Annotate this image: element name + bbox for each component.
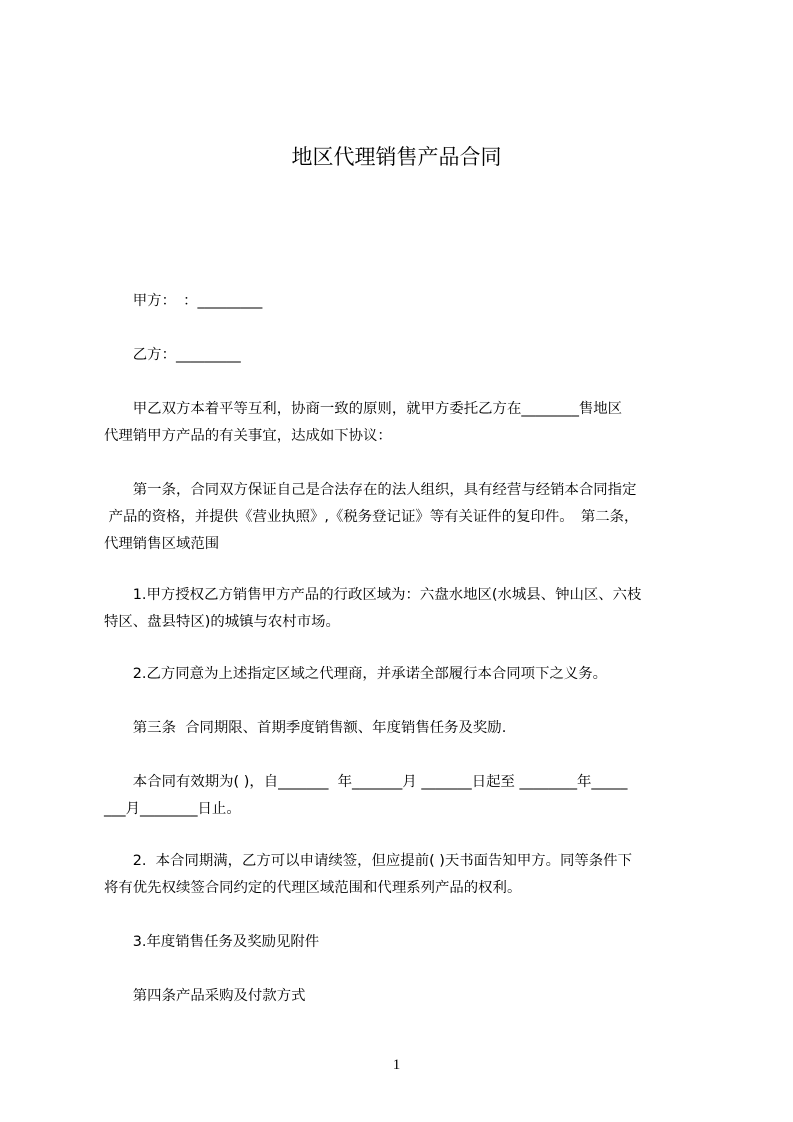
clause-3-1-line-2: ___月________日止。 [104, 801, 241, 817]
article-1-line-1: 第一条，合同双方保证自己是合法存在的法人组织，具有经营与经销本合同指定 [104, 482, 637, 498]
article-2-heading: 代理销售区域范围 [104, 536, 220, 552]
clause-2-1-line-1: 1.甲方授权乙方销售甲方产品的行政区域为：六盘水地区(水城县、钟山区、六枝 [104, 587, 642, 603]
clause-3-1-line-1: 本合同有效期为( )，自_______ 年_______月 _______日起至 ________年_____ [104, 774, 628, 790]
article-1-line-2: 产品的资格，并提供《营业执照》,《税务登记证》等有关证件的复印件。 第二条， [104, 509, 639, 525]
party-a-line: 甲方： ：_________ [104, 293, 263, 309]
party-b-line: 乙方：_________ [104, 347, 241, 363]
preamble-line-2: 代理销甲方产品的有关事宜，达成如下协议： [104, 428, 392, 444]
clause-2-1-line-2: 特区、盘县特区)的城镇与农村市场。 [104, 614, 340, 630]
article-3-heading: 第三条 合同期限、首期季度销售额、年度销售任务及奖励. [104, 720, 507, 736]
clause-3-2-line-2: 将有优先权续签合同约定的代理区域范围和代理系列产品的权利。 [104, 880, 522, 896]
page-number: 1 [392, 1057, 401, 1073]
article-4-heading: 第四条产品采购及付款方式 [104, 988, 306, 1004]
document-title: 地区代理销售产品合同 [291, 145, 502, 169]
clause-2-2: 2.乙方同意为上述指定区域之代理商，并承诺全部履行本合同项下之义务。 [104, 666, 608, 682]
clause-3-3: 3.年度销售任务及奖励见附件 [104, 934, 320, 950]
clause-3-2-line-1: 2. 本合同期满，乙方可以申请续签，但应提前( )天书面告知甲方。同等条件下 [104, 853, 632, 869]
preamble-line-1: 甲乙双方本着平等互利，协商一致的原则，就甲方委托乙方在________售地区 [104, 401, 623, 417]
